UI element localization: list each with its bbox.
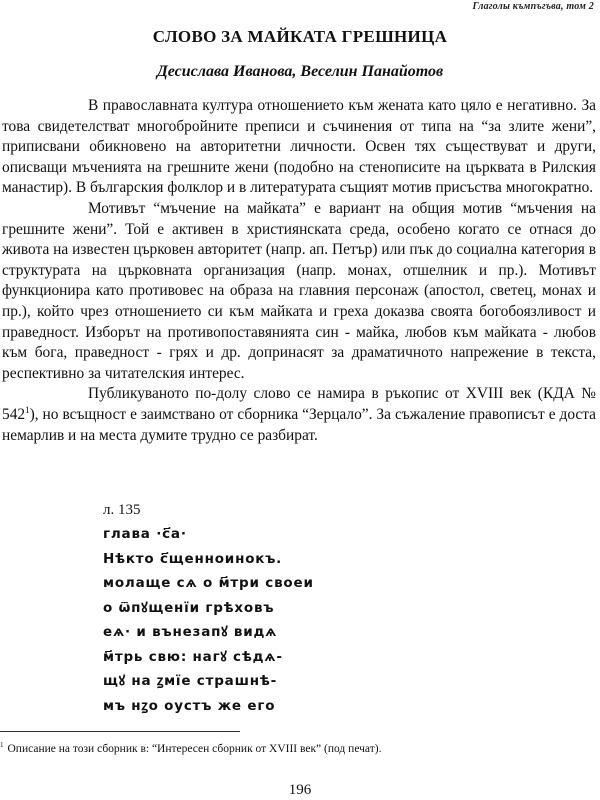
article-authors: Десислава Иванова, Веселин Панайотов	[156, 63, 444, 80]
slavonic-line: молаще сѧ о м҃три своеи	[103, 575, 314, 591]
slavonic-line: Нѣкто с҃щенноинокъ.	[103, 550, 283, 567]
article-body	[2, 96, 596, 446]
page-number: 196	[288, 782, 312, 798]
folio-label: л. 135	[103, 502, 141, 518]
slavonic-line: м҃трь свю: нагꙋ сѣдѧ-	[103, 648, 283, 665]
slavonic-line: щꙋ на ꙁмїе страшнѣ-	[103, 673, 277, 689]
footnote	[0, 738, 600, 756]
slavonic-line: о ѿпꙋщенїи грѣховъ	[103, 599, 275, 616]
footnote-text: Описание на този сборник в: “Интересен сборник от XVIII век” (под печат).	[7, 742, 382, 755]
slavonic-line: глава ·с҃а·	[103, 526, 187, 542]
article-title: СЛОВО ЗА МАЙКАТА ГРЕШНИЦА	[152, 27, 448, 46]
paragraph-3-text-after: ), но всъщност е заимствано от сборника “Зерцало”. За съжаление правописът е доста немарлив и на места думите трудно се разбират.	[2, 405, 596, 444]
paragraph-1: В православната култура отношението към жената като цяло е негативно. За това свидетелстват многобройните преписи и съчинения от типа на “за злите жени”, приписвани обикновено на авторитетни личности. Освен тях съществуват и други, описващи мъченията на грешните жени (подобно на стенописите на църквата в Рилския манастир). В българския фолклор и в литературата същият мотив присъства многократно.	[2, 97, 596, 197]
footnote-reference[interactable]: 1	[25, 404, 30, 415]
paragraph-3-text-before: Публикуваното по-долу слово се намира в ръкопис от XVIII век (КДА № 542	[2, 385, 596, 423]
paragraph-2: Мотивът “мъчение на майката” е вариант на общия мотив “мъчения на грешните жени”. Той е активен в християнската среда, особено когато се отнася до живота на известен църковен авторитет (напр. ап. Петър) или пък до социална категория в структурата на църковната организация (напр. монах, отшелник и пр.). Мотивът функционира като противовес на образа на главния персонаж (апостол, светец, монах и пр.), който чрез отношението си към майката и греха доказва своята богобоязливост и праведност. Изборът на противопоставянията син - майка, любов към майката - любов към бога, праведност - грях и др. допринасят за драматичното напрежение в текста, респективно за читателския интерес.	[2, 199, 596, 382]
slavonic-excerpt	[103, 500, 403, 718]
paragraph-3	[2, 384, 596, 446]
footnote-number: 1	[0, 741, 4, 749]
slavonic-line: еѧ· и вънезапꙋ видѧ	[103, 624, 278, 640]
slavonic-line: мъ нꙁо оустъ же его	[103, 697, 276, 714]
running-head: Глаголы къмпъгъва, том 2	[472, 1, 594, 12]
footnote-divider	[0, 731, 240, 732]
